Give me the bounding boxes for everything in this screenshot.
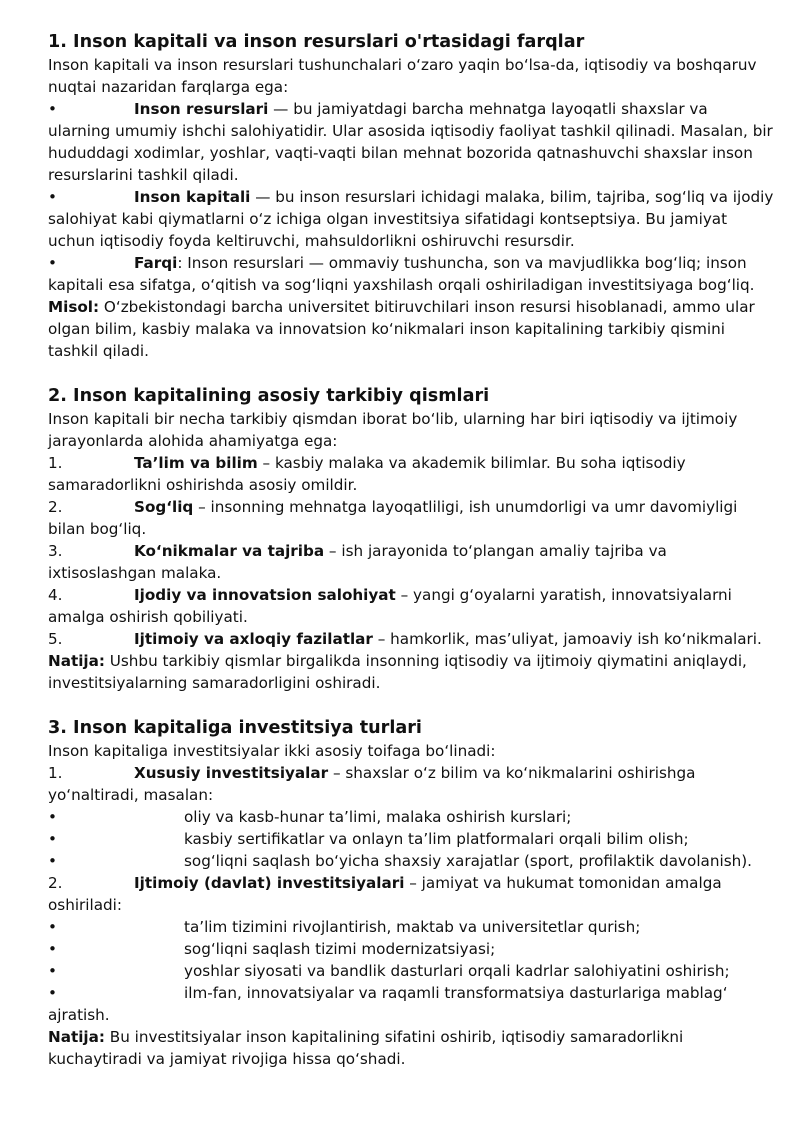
note-label: Misol: xyxy=(48,298,100,316)
section-title: 2. Inson kapitalining asosiy tarkibiy qismlari xyxy=(48,386,490,406)
item-term: Inson kapitali xyxy=(134,188,251,206)
numbered-item xyxy=(48,628,774,650)
sub-list-item xyxy=(48,806,774,828)
bullet-marker: • xyxy=(48,984,57,1002)
sub-list-item xyxy=(48,960,774,982)
number-marker: 5. xyxy=(48,630,63,648)
section-intro: Inson kapitali bir necha tarkibiy qismdan iborat bo‘lib, ularning har biri iqtisodiy va ijtimoiy jarayonlarda alohida ahamiyatga ega: xyxy=(48,410,738,450)
item-term: Farqi xyxy=(134,254,178,272)
sub-list-item xyxy=(48,982,774,1026)
note-text: Ushbu tarkibiy qismlar birgalikda insonning iqtisodiy va ijtimoiy qiymatini aniqlaydi, investitsiyalarning samaradorligini oshiradi. xyxy=(48,652,747,692)
section-2 xyxy=(48,384,774,694)
item-term: Sog‘liq xyxy=(134,498,194,516)
bullet-marker: • xyxy=(48,830,57,848)
bullet-marker: • xyxy=(48,962,57,980)
sub-item-text: kasbiy sertifikatlar va onlayn ta’lim platformalari orqali bilim olish; xyxy=(184,830,689,848)
list-item xyxy=(48,98,774,186)
sub-item-text: yoshlar siyosati va bandlik dasturlari orqali kadrlar salohiyatini oshirish; xyxy=(184,962,730,980)
sub-list-item xyxy=(48,850,774,872)
section-title: 1. Inson kapitali va inson resurslari o'rtasidagi farqlar xyxy=(48,32,585,52)
sub-list-item xyxy=(48,828,774,850)
item-text: – yangi g‘oyalarni yaratish, innovatsiyalarni amalga oshirish qobiliyati. xyxy=(48,586,732,626)
bullet-marker: • xyxy=(48,940,57,958)
numbered-item xyxy=(48,452,774,496)
note-text: O‘zbekistondagi barcha universitet bitiruvchilari inson resursi hisoblanadi, ammo ular olgan bilim, kasbiy malaka va innovatsion ko‘nikmalari inson kapitalining tarkibiy qismini tashkil qiladi. xyxy=(48,298,755,360)
sub-item-text: ta’lim tizimini rivojlantirish, maktab va universitetlar qurish; xyxy=(184,918,641,936)
item-term: Ijtimoiy va axloqiy fazilatlar xyxy=(134,630,373,648)
item-text: – shaxslar o‘z bilim va ko‘nikmalarini oshirishga yo‘naltiradi, masalan: xyxy=(48,764,696,804)
number-marker: 1. xyxy=(48,454,63,472)
item-term: Ijtimoiy (davlat) investitsiyalari xyxy=(134,874,405,892)
item-text: – jamiyat va hukumat tomonidan amalga oshiriladi: xyxy=(48,874,722,914)
item-text: – ish jarayonida to‘plangan amaliy tajriba va ixtisoslashgan malaka. xyxy=(48,542,667,582)
note-label: Natija: xyxy=(48,652,105,670)
section-title: 3. Inson kapitaliga investitsiya turlari xyxy=(48,718,422,738)
item-term: Ta’lim va bilim xyxy=(134,454,258,472)
number-marker: 2. xyxy=(48,874,63,892)
section-3 xyxy=(48,716,774,1070)
list-item xyxy=(48,252,774,296)
item-text: — bu jamiyatdagi barcha mehnatga layoqatli shaxslar va ularning umumiy ishchi salohiyatidir. Ular asosida iqtisodiy faoliyat tashkil qilinadi. Masalan, bir hududdagi xodimlar, yoshlar, vaqti-vaqti bilan mehnat bozorida qatnashuvchi shaxslar inson resurslarini tashkil qiladi. xyxy=(48,100,773,184)
bullet-marker: • xyxy=(48,188,57,206)
note-label: Natija: xyxy=(48,1028,105,1046)
item-term: Ijodiy va innovatsion salohiyat xyxy=(134,586,396,604)
list-item xyxy=(48,186,774,252)
sub-item-text: sog‘liqni saqlash tizimi modernizatsiyasi; xyxy=(184,940,496,958)
bullet-marker: • xyxy=(48,808,57,826)
item-text: – insonning mehnatga layoqatliligi, ish unumdorligi va umr davomiyligi bilan bog‘liq. xyxy=(48,498,738,538)
section-1 xyxy=(48,30,774,362)
number-marker: 4. xyxy=(48,586,63,604)
sub-item-text: ilm-fan, innovatsiyalar va raqamli transformatsiya dasturlariga mablag‘ ajratish. xyxy=(48,984,728,1024)
numbered-item xyxy=(48,872,774,916)
note-text: Bu investitsiyalar inson kapitalining sifatini oshirib, iqtisodiy samaradorlikni kuchaytiradi va jamiyat rivojiga hissa qo‘shadi. xyxy=(48,1028,684,1068)
bullet-marker: • xyxy=(48,100,57,118)
item-term: Inson resurslari xyxy=(134,100,269,118)
number-marker: 1. xyxy=(48,764,63,782)
result-note xyxy=(48,1026,774,1070)
document-page xyxy=(48,30,774,1092)
bullet-marker: • xyxy=(48,254,57,272)
bullet-marker: • xyxy=(48,852,57,870)
numbered-item xyxy=(48,762,774,806)
number-marker: 2. xyxy=(48,498,63,516)
item-text: — bu inson resurslari ichidagi malaka, bilim, tajriba, sog‘liq va ijodiy salohiyat kabi qiymatlarni o‘z ichiga olgan investitsiya sifatidagi kontseptsiya. Bu jamiyat uchun iqtisodiy foyda keltiruvchi, mahsuldorlikni oshiruvchi resursdir. xyxy=(48,188,774,250)
item-text: – kasbiy malaka va akademik bilimlar. Bu soha iqtisodiy samaradorlikni oshirishda asosiy omildir. xyxy=(48,454,686,494)
item-term: Xususiy investitsiyalar xyxy=(134,764,329,782)
numbered-item xyxy=(48,584,774,628)
numbered-item xyxy=(48,496,774,540)
sub-item-text: sog‘liqni saqlash bo‘yicha shaxsiy xarajatlar (sport, profilaktik davolanish). xyxy=(184,852,753,870)
sub-list-item xyxy=(48,938,774,960)
example-note xyxy=(48,296,774,362)
number-marker: 3. xyxy=(48,542,63,560)
item-term: Ko‘nikmalar va tajriba xyxy=(134,542,325,560)
section-intro: Inson kapitaliga investitsiyalar ikki asosiy toifaga bo‘linadi: xyxy=(48,742,496,760)
result-note xyxy=(48,650,774,694)
bullet-marker: • xyxy=(48,918,57,936)
numbered-item xyxy=(48,540,774,584)
item-text: – hamkorlik, mas’uliyat, jamoaviy ish ko‘nikmalari. xyxy=(372,630,762,648)
section-intro: Inson kapitali va inson resurslari tushunchalari o‘zaro yaqin bo‘lsa-da, iqtisodiy va boshqaruv nuqtai nazaridan farqlarga ega: xyxy=(48,56,757,96)
sub-list-item xyxy=(48,916,774,938)
item-text: : Inson resurslari — ommaviy tushuncha, son va mavjudlikka bog‘liq; inson kapitali esa sifatga, o‘qitish va sog‘liqni yaxshilash orqali oshiriladigan investitsiyaga bog‘liq. xyxy=(48,254,755,294)
sub-item-text: oliy va kasb-hunar ta’limi, malaka oshirish kurslari; xyxy=(184,808,572,826)
